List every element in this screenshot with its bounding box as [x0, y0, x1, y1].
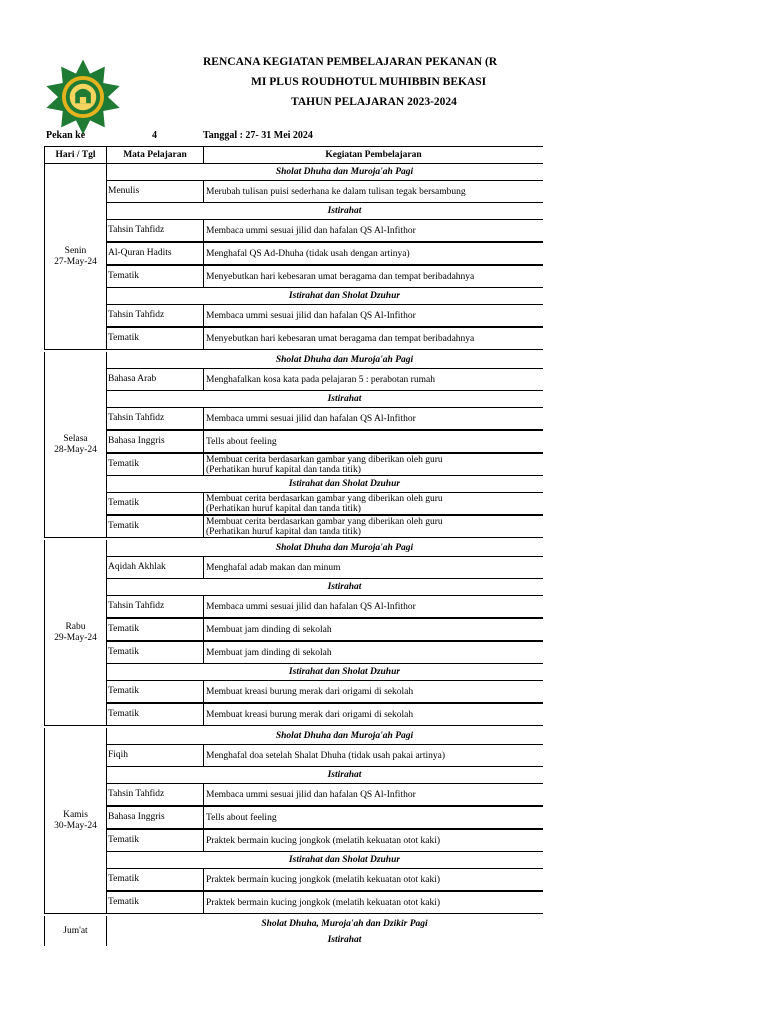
- cell-text: Mata Pelajaran: [123, 149, 187, 160]
- cell-text: Tematik: [108, 835, 139, 846]
- column-header-kegiatan: [203, 146, 543, 164]
- cell-text: Membaca ummi sesuai jilid dan hafalan QS Al-Infithor: [206, 413, 416, 424]
- cell-text: Istirahat dan Sholat Dzuhur: [288, 290, 401, 301]
- cell-text: Istirahat dan Sholat Dzuhur: [288, 478, 401, 489]
- subject-cell: [106, 327, 204, 350]
- academic-year: TAHUN PELAJARAN 2023-2024: [291, 96, 457, 108]
- cell-text: (Perhatikan huruf kapital dan tanda titik): [206, 503, 361, 514]
- activity-cell: [203, 407, 543, 430]
- cell-text: Tematik: [108, 333, 139, 344]
- break-row: [106, 767, 543, 783]
- cell-text: Bahasa Inggris: [108, 436, 165, 447]
- cell-text: Tahsin Tahfidz: [108, 310, 165, 321]
- subject-cell: [106, 368, 204, 391]
- school-name: MI PLUS ROUDHOTUL MUHIBBIN BEKASI: [251, 76, 487, 88]
- break-row: [106, 728, 543, 744]
- cell-text: Tematik: [108, 874, 139, 885]
- cell-text: Tahsin Tahfidz: [108, 413, 165, 424]
- subject-cell: [106, 891, 204, 914]
- break-row: [106, 932, 543, 946]
- cell-text: Istirahat dan Sholat Dzuhur: [288, 854, 401, 865]
- subject-cell: [106, 556, 204, 579]
- activity-cell: [203, 783, 543, 806]
- cell-text: Kegiatan Pembelajaran: [325, 149, 422, 160]
- subject-cell: [106, 595, 204, 618]
- cell-text: 29-May-24: [54, 632, 97, 643]
- day-cell: [44, 728, 107, 914]
- subject-cell: [106, 829, 204, 852]
- break-row: [106, 476, 543, 492]
- subject-cell: [106, 304, 204, 327]
- activity-cell: [203, 453, 543, 476]
- activity-cell: [203, 430, 543, 453]
- cell-text: Selasa: [63, 434, 88, 444]
- cell-text: Rabu: [65, 622, 86, 632]
- cell-text: Tematik: [108, 624, 139, 635]
- cell-text: Menulis: [108, 186, 140, 197]
- activity-cell: [203, 556, 543, 579]
- cell-text: Menghafal QS Ad-Dhuha (tidak usah dengan artinya): [206, 248, 410, 259]
- document-title: RENCANA KEGIATAN PEMBELAJARAN PEKANAN (R: [203, 56, 498, 68]
- cell-text: Membaca ummi sesuai jilid dan hafalan QS Al-Infithor: [206, 789, 416, 800]
- subject-cell: [106, 515, 204, 538]
- cell-text: Membaca ummi sesuai jilid dan hafalan QS Al-Infithor: [206, 310, 416, 321]
- break-row: [106, 203, 543, 219]
- activity-cell: [203, 680, 543, 703]
- activity-cell: [203, 219, 543, 242]
- cell-text: Sholat Dhuha dan Muroja'ah Pagi: [275, 166, 414, 177]
- cell-text: (Perhatikan huruf kapital dan tanda titik): [206, 464, 361, 475]
- cell-text: Istirahat: [327, 934, 362, 945]
- cell-text: Membuat kreasi burung merak dari origami di sekolah: [206, 709, 414, 720]
- cell-text: Istirahat: [327, 581, 362, 592]
- subject-cell: [106, 180, 204, 203]
- cell-text: Aqidah Akhlak: [108, 562, 166, 573]
- day-cell: [44, 540, 107, 726]
- cell-text: Istirahat dan Sholat Dzuhur: [288, 666, 401, 677]
- activity-cell: [203, 515, 543, 538]
- cell-text: Bahasa Inggris: [108, 812, 165, 823]
- cell-text: Kamis: [63, 810, 88, 820]
- cell-text: Istirahat: [327, 769, 362, 780]
- cell-text: Tahsin Tahfidz: [108, 601, 165, 612]
- cell-text: Tematik: [108, 647, 139, 658]
- cell-text: Bahasa Arab: [108, 374, 157, 385]
- cell-text: Hari / Tgl: [55, 149, 96, 160]
- activity-cell: [203, 265, 543, 288]
- cell-text: Tematik: [108, 459, 139, 470]
- activity-cell: [203, 744, 543, 767]
- activity-cell: [203, 368, 543, 391]
- cell-text: Membaca ummi sesuai jilid dan hafalan QS Al-Infithor: [206, 225, 416, 236]
- cell-text: Istirahat: [327, 393, 362, 404]
- activity-cell: [203, 492, 543, 515]
- cell-text: Membuat cerita berdasarkan gambar yang diberikan oleh guru: [206, 454, 443, 465]
- subject-cell: [106, 783, 204, 806]
- activity-cell: [203, 242, 543, 265]
- subject-cell: [106, 242, 204, 265]
- cell-text: Tells about feeling: [206, 436, 277, 447]
- cell-text: Menghafal adab makan dan minum: [206, 562, 341, 573]
- activity-cell: [203, 703, 543, 726]
- cell-text: Menghafal doa setelah Shalat Dhuha (tidak usah pakai artinya): [206, 750, 445, 761]
- subject-cell: [106, 453, 204, 476]
- cell-text: Menyebutkan hari kebesaran umat beragama dan tempat beribadahnya: [206, 333, 475, 344]
- subject-cell: [106, 492, 204, 515]
- cell-text: Tells about feeling: [206, 812, 277, 823]
- activity-cell: [203, 806, 543, 829]
- cell-text: (Perhatikan huruf kapital dan tanda titik): [206, 526, 361, 537]
- date-range: Tanggal : 27- 31 Mei 2024: [203, 130, 313, 141]
- cell-text: Tahsin Tahfidz: [108, 789, 165, 800]
- schedule-table: [44, 146, 543, 946]
- cell-text: Al-Quran Hadits: [108, 248, 172, 259]
- break-row: [106, 664, 543, 680]
- cell-text: Tematik: [108, 709, 139, 720]
- break-row: [106, 352, 543, 368]
- break-row: [106, 164, 543, 180]
- break-row: [106, 852, 543, 868]
- cell-text: Membuat kreasi burung merak dari origami di sekolah: [206, 686, 414, 697]
- subject-cell: [106, 744, 204, 767]
- cell-text: Praktek bermain kucing jongkok (melatih kekuatan otot kaki): [206, 874, 441, 885]
- cell-text: 28-May-24: [54, 444, 97, 455]
- subject-cell: [106, 703, 204, 726]
- cell-text: Tahsin Tahfidz: [108, 225, 165, 236]
- cell-text: Senin: [64, 246, 87, 256]
- break-row: [106, 540, 543, 556]
- day-cell: [44, 916, 107, 946]
- cell-text: Fiqih: [108, 750, 129, 761]
- subject-cell: [106, 868, 204, 891]
- cell-text: Merubah tulisan puisi sederhana ke dalam tulisan tegak bersambung: [206, 186, 466, 197]
- cell-text: Menyebutkan hari kebesaran umat beragama dan tempat beribadahnya: [206, 271, 475, 282]
- week-label: Pekan ke: [46, 130, 86, 141]
- activity-cell: [203, 304, 543, 327]
- subject-cell: [106, 430, 204, 453]
- activity-cell: [203, 868, 543, 891]
- subject-cell: [106, 680, 204, 703]
- break-row: [106, 916, 543, 932]
- column-header-mapel: [106, 146, 204, 164]
- cell-text: Tematik: [108, 498, 139, 509]
- cell-text: Membuat cerita berdasarkan gambar yang diberikan oleh guru: [206, 516, 443, 527]
- cell-text: 30-May-24: [54, 820, 97, 831]
- column-header-hari: [44, 146, 107, 164]
- activity-cell: [203, 595, 543, 618]
- cell-text: Tematik: [108, 271, 139, 282]
- subject-cell: [106, 806, 204, 829]
- cell-text: Praktek bermain kucing jongkok (melatih kekuatan otot kaki): [206, 897, 441, 908]
- cell-text: Sholat Dhuha dan Muroja'ah Pagi: [275, 542, 414, 553]
- activity-cell: [203, 180, 543, 203]
- activity-cell: [203, 829, 543, 852]
- day-cell: [44, 352, 107, 538]
- break-row: [106, 288, 543, 304]
- subject-cell: [106, 219, 204, 242]
- cell-text: Sholat Dhuha dan Muroja'ah Pagi: [275, 730, 414, 741]
- cell-text: Sholat Dhuha dan Muroja'ah Pagi: [275, 354, 414, 365]
- activity-cell: [203, 618, 543, 641]
- week-number: 4: [152, 130, 157, 141]
- break-row: [106, 579, 543, 595]
- cell-text: Tematik: [108, 897, 139, 908]
- subject-cell: [106, 265, 204, 288]
- day-cell: [44, 164, 107, 350]
- activity-cell: [203, 891, 543, 914]
- subject-cell: [106, 407, 204, 430]
- cell-text: Jum'at: [63, 925, 88, 936]
- cell-text: Istirahat: [327, 205, 362, 216]
- activity-cell: [203, 641, 543, 664]
- break-row: [106, 391, 543, 407]
- activity-cell: [203, 327, 543, 350]
- cell-text: Membaca ummi sesuai jilid dan hafalan QS Al-Infithor: [206, 601, 416, 612]
- cell-text: Membuat jam dinding di sekolah: [206, 624, 332, 635]
- cell-text: Membuat jam dinding di sekolah: [206, 647, 332, 658]
- subject-cell: [106, 618, 204, 641]
- cell-text: 27-May-24: [54, 256, 97, 267]
- cell-text: Menghafalkan kosa kata pada pelajaran 5 : perabotan rumah: [206, 374, 435, 385]
- subject-cell: [106, 641, 204, 664]
- cell-text: Tematik: [108, 521, 139, 532]
- cell-text: Membuat cerita berdasarkan gambar yang diberikan oleh guru: [206, 493, 443, 504]
- cell-text: Sholat Dhuha, Muroja'ah dan Dzikir Pagi: [261, 918, 428, 929]
- cell-text: Tematik: [108, 686, 139, 697]
- cell-text: Praktek bermain kucing jongkok (melatih kekuatan otot kaki): [206, 835, 441, 846]
